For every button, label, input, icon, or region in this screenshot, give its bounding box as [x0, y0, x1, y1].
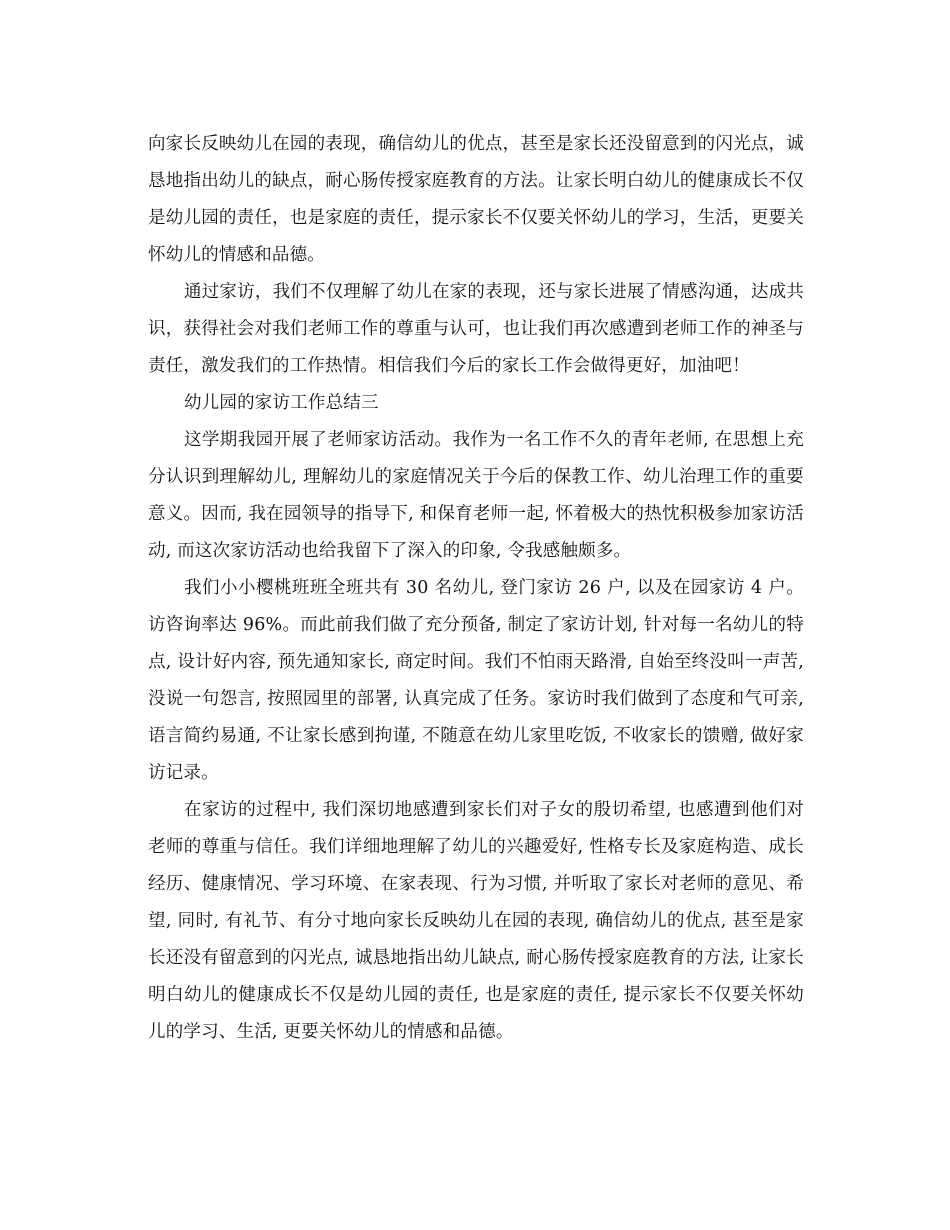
section-heading: 幼儿园的家访工作总结三	[184, 393, 379, 413]
paragraph-visit-process: 在家访的过程中, 我们深切地感遭到家长们对子女的殷切希望, 也感遭到他们对老师的尊重与信任。我们详细地理解了幼儿的兴趣爱好, 性格专长及家庭构造、成长经历、健康情况、学习环境、在家表现、行为习惯, 并听取了家长对老师的意见、希望, 同时, 有礼节、有分寸地向家长反映幼儿在园的表现, 确信幼儿的优点, 甚至是家长还没有留意到的闪光点, 诚恳地指出幼儿缺点, 耐心肠传授家庭教育的方法, 让家长明白幼儿的健康成长不仅是幼儿园的责任, 也是家庭的责任, 提示家长不仅要关怀幼儿的学习、生活, 更要关怀幼儿的情感和品德。	[148, 800, 804, 1042]
paragraph-home-visit-benefits: 通过家访，我们不仅理解了幼儿在家的表现，还与家长进展了情感沟通，达成共识，获得社会对我们老师工作的尊重与认可，也让我们再次感遭到老师工作的神圣与责任，激发我们的工作热情。相信我们今后的家长工作会做得更好，加油吧！	[148, 282, 804, 376]
paragraph-continued: 向家长反映幼儿在园的表现，确信幼儿的优点，甚至是家长还没留意到的闪光点，诚恳地指出幼儿的缺点，耐心肠传授家庭教育的方法。让家长明白幼儿的健康成长不仅是幼儿园的责任，也是家庭的责任，提示家长不仅要关怀幼儿的学习，生活，更要关怀幼儿的情感和品德。	[148, 134, 804, 265]
paragraph-activity-intro: 这学期我园开展了老师家访活动。我作为一名工作不久的青年老师, 在思想上充分认识到理解幼儿, 理解幼儿的家庭情况关于今后的保教工作、幼儿治理工作的重要意义。因而, 我在园领导的指导下, 和保育老师一起, 怀着极大的热忱积极参加家访活动, 而这次家访活动也给我留下了深入的印象, 令我感触颇多。	[148, 430, 804, 561]
document-page	[148, 126, 804, 1051]
paragraph-visit-statistics: 我们小小樱桃班班全班共有 30 名幼儿, 登门家访 26 户, 以及在园家访 4 户。访咨询率达 96%。而此前我们做了充分预备, 制定了家访计划, 针对每一名幼儿的特点, 设计好内容, 预先通知家长, 商定时间。我们不怕雨天路滑, 自始至终没叫一声苦, 没说一句怨言, 按照园里的部署, 认真完成了任务。家访时我们做到了态度和气可亲, 语言简约易通, 不让家长感到拘谨, 不随意在幼儿家里吃饭, 不收家长的馈赠, 做好家访记录。	[148, 578, 804, 783]
